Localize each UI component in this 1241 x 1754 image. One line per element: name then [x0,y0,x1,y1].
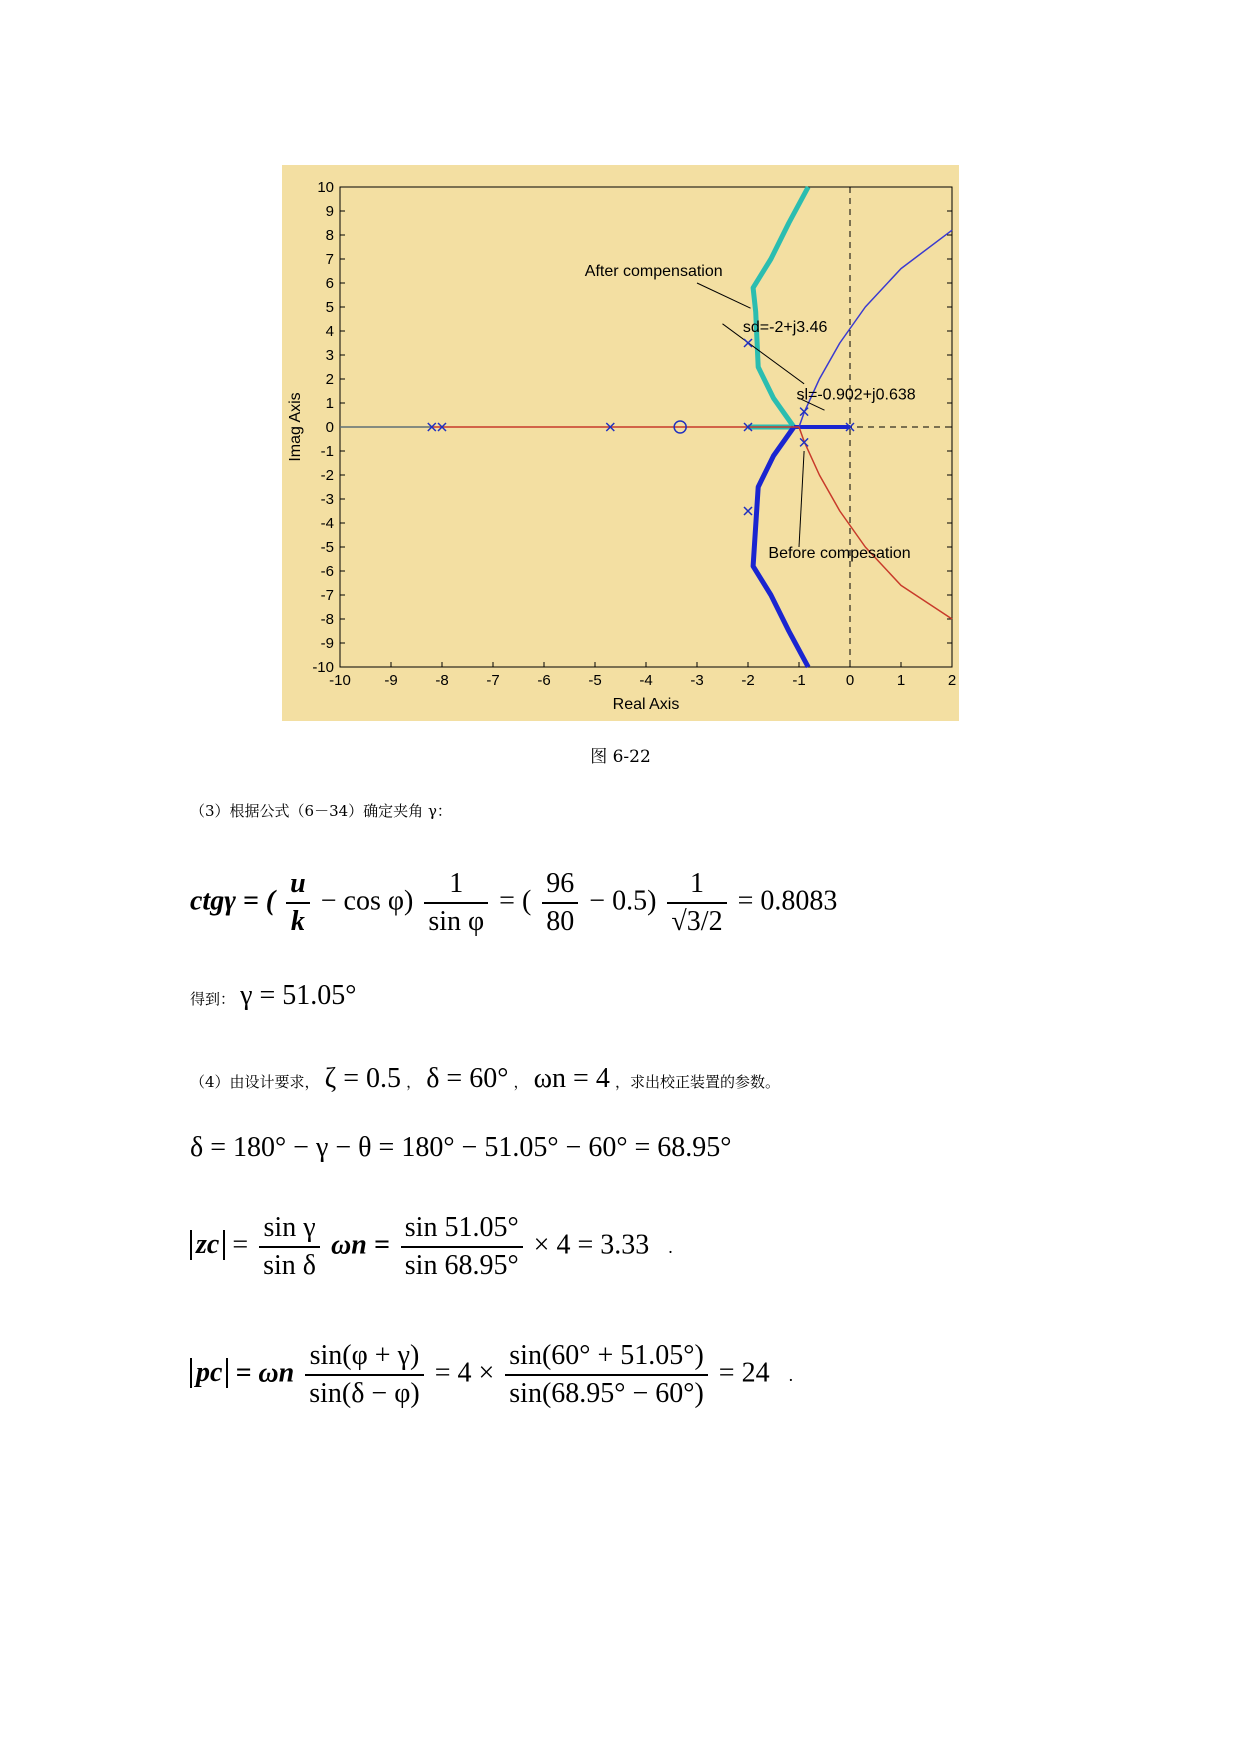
eq4-frac2-num: sin(60° + 51.05°) [505,1340,708,1376]
omega-value: ωn = 4 [533,1063,610,1094]
eq4-frac1 [305,1340,423,1410]
annotation-label: After compensation [584,262,723,280]
eq4-mid2: = 4 × [434,1357,495,1389]
eq3-frac2-den: sin 68.95° [404,1250,519,1281]
eq1-mid3: − 0.5) [589,885,657,917]
eq1-frac4-den: √3/2 [671,906,723,937]
x-tick-label: 2 [947,672,957,689]
eq3-frac2-num: sin 51.05° [401,1212,523,1248]
eq3-frac1 [259,1212,320,1282]
eq1-lhs: ctgγ = ( [190,885,276,917]
eq4-mid1: = ωn [235,1357,295,1389]
x-tick-label: -10 [329,672,351,689]
eq3-eq: = [232,1229,249,1261]
eq1-rhs: = 0.8083 [737,885,838,917]
eq1-mid2: = ( [499,885,532,917]
eq4-tail: . [788,1365,794,1386]
step4-pre: （4）由设计要求， [190,1073,320,1091]
y-tick-label: 9 [325,203,334,220]
x-tick-label: -1 [792,672,806,689]
eq1-frac3-num: 96 [542,868,578,904]
x-tick-label: 1 [896,672,906,689]
step3-text: （3）根据公式（6－34）确定夹角 γ： [190,802,452,820]
y-axis-label: Imag Axis [287,392,304,462]
x-tick-label: -6 [537,672,551,689]
y-tick-label: 6 [325,275,334,292]
eq4-frac1-den: sin(δ − φ) [309,1378,420,1409]
y-tick-label: 2 [325,371,334,388]
sep1: ， [406,1073,422,1091]
figure-caption: 图 6-22 [590,747,651,767]
eq3-frac1-num: sin γ [259,1212,320,1248]
y-tick-label: 7 [325,251,334,268]
x-tick-label: 0 [845,672,855,689]
step4-post: ，求出校正装置的参数。 [614,1073,780,1091]
y-tick-label: -2 [320,467,334,484]
eq3-frac2 [401,1212,523,1282]
eq1-frac2-den: sin φ [428,906,485,937]
eq1-frac1 [286,868,310,938]
y-tick-label: 0 [325,419,334,436]
eq3-rhs: × 4 = 3.33 [533,1229,650,1261]
eq1-frac4-num: 1 [667,868,726,904]
eq3-mid: ωn = [331,1229,390,1261]
eq1-frac2-num: 1 [424,868,488,904]
got-label: 得到： [190,990,236,1008]
y-tick-label: 1 [325,395,334,412]
x-tick-label: -2 [741,672,755,689]
eq1-frac1-den: k [290,906,305,937]
eq1-frac2 [424,868,488,938]
y-tick-label: -7 [320,587,334,604]
eq1-frac4 [667,868,726,938]
got-value: γ = 51.05° [240,980,357,1011]
delta-value: δ = 60° [426,1063,509,1094]
eq1-mid1: − cos φ) [320,885,414,917]
x-tick-label: -4 [639,672,653,689]
zeta-value: ζ = 0.5 [324,1063,402,1094]
eq4-frac1-num: sin(φ + γ) [305,1340,423,1376]
y-tick-label: -10 [312,659,334,676]
eq4-frac2-den: sin(68.95° − 60°) [509,1378,704,1409]
eq3-lhs: zc [190,1230,225,1260]
annotation-label: sd=-2+j3.46 [742,319,828,337]
y-tick-label: -8 [320,611,334,628]
y-tick-label: 3 [325,347,334,364]
y-tick-label: 8 [325,227,334,244]
y-tick-label: -5 [320,539,334,556]
root-locus-chart [282,165,959,721]
equation-pc [190,1340,793,1410]
eq4-frac2 [505,1340,708,1410]
x-tick-label: -7 [486,672,500,689]
x-tick-label: -9 [384,672,398,689]
equation-delta: δ = 180° − γ − θ = 180° − 51.05° − 60° = 68.95° [190,1132,732,1163]
eq1-frac3 [542,868,578,938]
y-tick-label: 5 [325,299,334,316]
y-tick-label: 10 [317,179,334,196]
eq1-frac1-num: u [286,868,310,904]
y-tick-label: -3 [320,491,334,508]
y-tick-label: -1 [320,443,334,460]
result-gamma [190,980,356,1012]
annotation-label: sl=-0.902+j0.638 [796,386,916,404]
eq4-rhs: = 24 [718,1357,770,1389]
y-tick-label: -4 [320,515,334,532]
sep2: ， [513,1073,529,1091]
y-tick-label: -6 [320,563,334,580]
eq3-frac1-den: sin δ [263,1250,316,1281]
step4-text [190,1063,780,1095]
y-tick-label: -9 [320,635,334,652]
root-locus-figure [282,165,959,721]
equation-ctg-gamma [190,868,837,938]
eq1-frac3-den: 80 [546,906,575,937]
y-tick-label: 4 [325,323,334,340]
eq3-tail: . [668,1237,673,1258]
x-tick-label: -8 [435,672,449,689]
annotation-label: Before compesation [768,544,911,562]
x-axis-label: Real Axis [612,696,680,713]
equation-zc [190,1212,673,1282]
x-tick-label: -3 [690,672,704,689]
eq4-lhs: pc [190,1358,228,1388]
x-tick-label: -5 [588,672,602,689]
